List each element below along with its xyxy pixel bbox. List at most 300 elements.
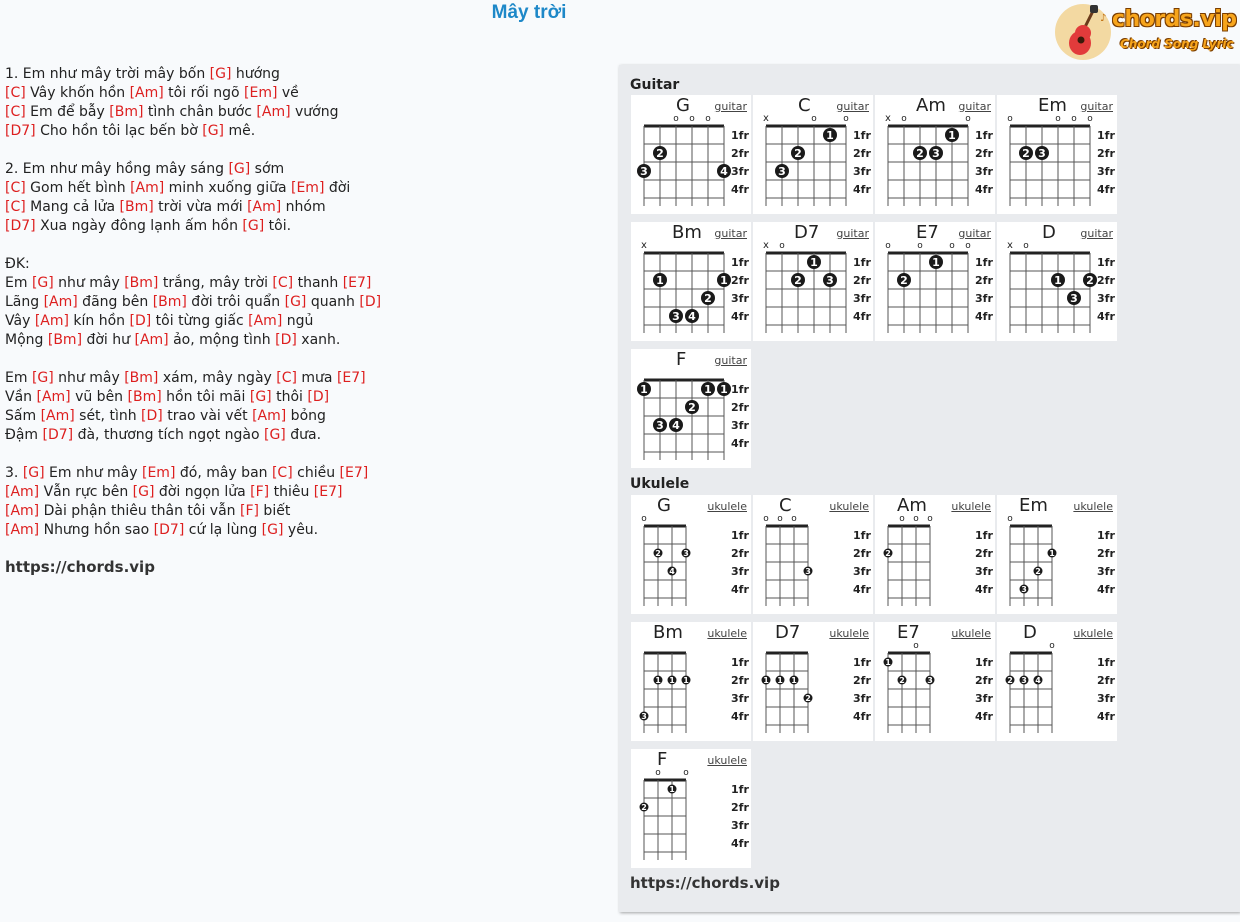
fret-label: 4fr xyxy=(975,583,993,596)
chord-tag[interactable]: [D7] xyxy=(5,218,36,234)
chord-tag[interactable]: [D] xyxy=(129,313,152,329)
finger-number: 2 xyxy=(688,401,696,414)
lyric-line xyxy=(5,502,605,521)
chord-tag[interactable]: [E7] xyxy=(313,484,343,500)
chord-tag[interactable]: [Em] xyxy=(142,465,176,481)
muted-string-mark: x xyxy=(885,113,891,124)
chord-tag[interactable]: [Am] xyxy=(5,484,40,500)
fret-label: 4fr xyxy=(853,583,871,596)
fret-label: 4fr xyxy=(853,183,871,196)
instrument-link[interactable]: guitar xyxy=(1080,100,1113,113)
chord-tag[interactable]: [D7] xyxy=(42,427,74,443)
instrument-link[interactable]: ukulele xyxy=(829,500,869,513)
finger-number: 3 xyxy=(1021,585,1027,594)
lyric-text: trao vài vết xyxy=(162,408,253,424)
finger-number: 1 xyxy=(932,256,940,269)
lyric-line xyxy=(5,84,605,103)
chord-name: C xyxy=(798,95,811,116)
blank-line xyxy=(5,350,605,369)
guitar-chord-card-c[interactable] xyxy=(753,95,873,214)
site-url-link[interactable]: https://chords.vip xyxy=(630,874,780,892)
chord-tag[interactable]: [Am] xyxy=(247,199,282,215)
chord-name: D7 xyxy=(775,622,801,643)
instrument-link[interactable]: ukulele xyxy=(951,500,991,513)
finger-number: 2 xyxy=(704,292,712,305)
lyric-text: Em như mây xyxy=(44,465,142,481)
fret-label: 4fr xyxy=(731,183,749,196)
chord-tag[interactable]: [Am] xyxy=(40,408,75,424)
fret-label: 2fr xyxy=(975,547,993,560)
finger-number: 3 xyxy=(1070,292,1078,305)
lyric-text: đãng bên xyxy=(77,294,153,310)
lyric-text: ngủ xyxy=(282,313,314,329)
guitar-logo-icon xyxy=(1054,3,1114,63)
fret-label: 2fr xyxy=(731,547,749,560)
chord-tag[interactable]: [Em] xyxy=(244,85,278,101)
lyric-text: sét, tình xyxy=(74,408,142,424)
finger-number: 3 xyxy=(656,419,664,432)
lyric-text: Mang cả lửa xyxy=(25,199,120,215)
fret-label: 4fr xyxy=(1097,710,1115,723)
lyric-text: đời trôi quẩn xyxy=(186,294,285,310)
open-string-mark: o xyxy=(683,768,689,778)
chord-tag[interactable]: [C] xyxy=(5,199,26,215)
chord-tag[interactable]: [G] xyxy=(249,389,272,405)
chord-tag[interactable]: [Em] xyxy=(291,180,325,196)
lyric-text: Em xyxy=(5,275,32,291)
lyric-text: tình chân bước xyxy=(143,104,257,120)
fret-label: 4fr xyxy=(853,710,871,723)
ukulele-chord-card-e7[interactable] xyxy=(875,622,995,741)
finger-number: 1 xyxy=(720,383,728,396)
ukulele-section-label: Ukulele xyxy=(630,476,690,492)
chord-tag[interactable]: [D7] xyxy=(153,522,185,538)
ukulele-chord-card-f[interactable] xyxy=(631,749,751,868)
fret-label: 1fr xyxy=(975,256,993,269)
chord-name: E7 xyxy=(897,622,920,643)
fret-label: 2fr xyxy=(731,274,749,287)
fret-label: 2fr xyxy=(853,674,871,687)
finger-number: 3 xyxy=(672,310,680,323)
lyric-text: 2. Em như mây hồng mây sáng xyxy=(5,161,229,177)
fret-label: 3fr xyxy=(731,819,749,832)
chord-tag[interactable]: [Bm] xyxy=(109,104,144,120)
fret-label: 1fr xyxy=(975,129,993,142)
lyric-line xyxy=(5,179,605,198)
lyric-line xyxy=(5,255,605,274)
fret-label: 3fr xyxy=(1097,292,1115,305)
lyric-text: Em xyxy=(5,370,32,386)
fret-label: 3fr xyxy=(975,292,993,305)
fret-label: 4fr xyxy=(731,710,749,723)
fret-label: 1fr xyxy=(731,256,749,269)
fret-label: 2fr xyxy=(853,274,871,287)
instrument-link[interactable]: guitar xyxy=(714,354,747,367)
finger-number: 1 xyxy=(810,256,818,269)
lyric-text: Em để bẫy xyxy=(25,104,110,120)
fret-label: 1fr xyxy=(853,656,871,669)
fret-label: 2fr xyxy=(1097,674,1115,687)
fret-label: 4fr xyxy=(1097,583,1115,596)
finger-number: 3 xyxy=(932,147,940,160)
svg-text:♪: ♪ xyxy=(1100,13,1107,24)
fret-label: 4fr xyxy=(731,583,749,596)
lyric-text: tôi rối ngõ xyxy=(163,85,245,101)
chord-name: Am xyxy=(897,495,927,516)
lyric-text: quanh xyxy=(306,294,360,310)
open-string-mark: o xyxy=(673,114,679,124)
finger-number: 2 xyxy=(1086,274,1094,287)
chord-tag[interactable]: [Am] xyxy=(129,85,164,101)
ukulele-chord-card-c[interactable] xyxy=(753,495,873,614)
chord-tag[interactable]: [C] xyxy=(276,370,297,386)
finger-number: 1 xyxy=(1049,549,1055,558)
chord-tag[interactable]: [E7] xyxy=(336,370,366,386)
chord-tag[interactable]: [C] xyxy=(272,275,294,291)
fret-label: 3fr xyxy=(975,692,993,705)
chord-name: D7 xyxy=(794,222,820,243)
chord-name: E7 xyxy=(916,222,939,243)
fret-label: 2fr xyxy=(853,547,871,560)
chord-tag[interactable]: [D] xyxy=(141,408,163,424)
fret-label: 1fr xyxy=(975,529,993,542)
fret-label: 3fr xyxy=(731,692,749,705)
chord-tag[interactable]: [Am] xyxy=(34,313,69,329)
open-string-mark: o xyxy=(763,514,769,524)
fret-label: 2fr xyxy=(731,147,749,160)
lyric-line xyxy=(5,312,605,331)
fret-label: 1fr xyxy=(975,656,993,669)
chord-name: C xyxy=(779,495,792,516)
lyric-text: sớm xyxy=(250,161,285,177)
chord-name: Bm xyxy=(653,622,683,643)
open-string-mark: o xyxy=(1007,514,1013,524)
chord-tag[interactable]: [D] xyxy=(307,389,330,405)
chord-tag[interactable]: [Bm] xyxy=(47,332,83,348)
lyric-line xyxy=(5,65,605,84)
chord-tag[interactable]: [G] xyxy=(31,275,54,291)
guitar-section-label: Guitar xyxy=(630,77,680,93)
lyric-text: đưa. xyxy=(285,427,322,443)
fret-label: 2fr xyxy=(1097,547,1115,560)
finger-number: 1 xyxy=(826,129,834,142)
fret-label: 2fr xyxy=(731,401,749,414)
finger-number: 4 xyxy=(720,165,728,178)
chord-tag[interactable]: [G] xyxy=(132,484,155,500)
finger-number: 3 xyxy=(641,712,647,721)
open-string-mark: o xyxy=(927,514,933,524)
guitar-chord-card-e7[interactable] xyxy=(875,222,995,341)
fret-label: 3fr xyxy=(853,292,871,305)
fret-label: 3fr xyxy=(1097,165,1115,178)
chord-tag[interactable]: [Bm] xyxy=(124,370,159,386)
instrument-link[interactable]: ukulele xyxy=(707,500,747,513)
chord-tag[interactable]: [Am] xyxy=(130,180,165,196)
open-string-mark: o xyxy=(655,768,661,778)
fret-label: 3fr xyxy=(731,565,749,578)
open-string-mark: o xyxy=(1023,241,1029,251)
fret-label: 2fr xyxy=(731,801,749,814)
finger-number: 1 xyxy=(1054,274,1062,287)
lyrics-block xyxy=(5,65,605,540)
lyric-text: Vây xyxy=(5,313,35,329)
guitar-chord-card-f[interactable] xyxy=(631,349,751,468)
chord-tag[interactable]: [G] xyxy=(242,218,265,234)
guitar-chord-card-g[interactable] xyxy=(631,95,751,214)
chord-name: G xyxy=(657,495,671,516)
finger-number: 1 xyxy=(885,658,891,667)
ukulele-chord-card-g[interactable] xyxy=(631,495,751,614)
muted-string-mark: x xyxy=(763,240,769,251)
lyric-text: mê. xyxy=(224,123,256,139)
logo-tagline: Chord Song Lyric xyxy=(1120,37,1234,51)
ukulele-chord-card-d7[interactable] xyxy=(753,622,873,741)
chord-name: F xyxy=(657,749,668,770)
fret-label: 1fr xyxy=(731,383,749,396)
ukulele-chord-card-d[interactable] xyxy=(997,622,1117,741)
lyric-line xyxy=(5,160,605,179)
lyric-text: Cho hồn tôi lạc bến bờ xyxy=(35,123,203,139)
chord-tag[interactable]: [Am] xyxy=(134,332,169,348)
open-string-mark: o xyxy=(1055,114,1061,124)
lyric-text: đời ngọn lửa xyxy=(154,484,251,500)
finger-number: 1 xyxy=(683,676,689,685)
instrument-link[interactable]: ukulele xyxy=(1073,500,1113,513)
finger-number: 3 xyxy=(683,549,689,558)
lyric-text: hồn tôi mãi xyxy=(161,389,250,405)
chord-name: Am xyxy=(916,95,946,116)
lyric-text: Mộng xyxy=(5,332,48,348)
lyric-text: bỏng xyxy=(286,408,326,424)
muted-string-mark: x xyxy=(641,240,647,251)
finger-number: 1 xyxy=(640,383,648,396)
lyric-line xyxy=(5,483,605,502)
fret-label: 4fr xyxy=(853,310,871,323)
chord-tag[interactable]: [F] xyxy=(240,503,259,519)
chord-tag[interactable]: [E7] xyxy=(342,275,372,291)
instrument-link[interactable]: guitar xyxy=(714,227,747,240)
fret-label: 1fr xyxy=(731,656,749,669)
lyric-text: ảo, mộng tình xyxy=(168,332,276,348)
chord-tag[interactable]: [G] xyxy=(261,522,284,538)
chord-tag[interactable]: [E7] xyxy=(339,465,369,481)
chord-name: D xyxy=(1042,222,1056,243)
open-string-mark: o xyxy=(843,114,849,124)
finger-number: 2 xyxy=(805,694,811,703)
finger-number: 4 xyxy=(1035,676,1041,685)
fret-label: 1fr xyxy=(853,129,871,142)
lyric-text: xanh. xyxy=(296,332,341,348)
chord-tag[interactable]: [Am] xyxy=(36,389,71,405)
chord-name: G xyxy=(676,95,690,116)
lyric-line xyxy=(5,521,605,540)
lyric-text: Xua ngày đông lạnh ấm hồn xyxy=(35,218,243,234)
guitar-chord-card-em[interactable] xyxy=(997,95,1117,214)
lyric-line xyxy=(5,293,605,312)
ukulele-chord-card-em[interactable] xyxy=(997,495,1117,614)
instrument-link[interactable]: ukulele xyxy=(707,754,747,767)
lyric-text: Vần xyxy=(5,389,37,405)
chord-tag[interactable]: [D7] xyxy=(5,123,36,139)
lyric-line xyxy=(5,331,605,350)
chord-tag[interactable]: [D] xyxy=(359,294,382,310)
open-string-mark: o xyxy=(705,114,711,124)
fret-label: 1fr xyxy=(1097,129,1115,142)
instrument-link[interactable]: guitar xyxy=(836,227,869,240)
lyric-line xyxy=(5,122,605,141)
lyric-text: Sấm xyxy=(5,408,41,424)
chord-tag[interactable]: [Am] xyxy=(5,503,40,519)
fret-label: 3fr xyxy=(1097,692,1115,705)
lyric-text: thanh xyxy=(293,275,343,291)
finger-number: 2 xyxy=(641,803,647,812)
open-string-mark: o xyxy=(965,114,971,124)
finger-number: 2 xyxy=(885,549,891,558)
lyric-text: chiều xyxy=(292,465,340,481)
chord-tag[interactable]: [Bm] xyxy=(124,275,159,291)
chord-tag[interactable]: [Am] xyxy=(43,294,78,310)
finger-number: 3 xyxy=(640,165,648,178)
finger-number: 1 xyxy=(763,676,769,685)
lyric-text: thiêu xyxy=(269,484,314,500)
chord-tag[interactable]: [Bm] xyxy=(119,199,154,215)
finger-number: 2 xyxy=(1035,567,1041,576)
finger-number: 1 xyxy=(777,676,783,685)
chord-tag[interactable]: [Bm] xyxy=(127,389,162,405)
finger-number: 3 xyxy=(826,274,834,287)
instrument-link[interactable]: ukulele xyxy=(951,627,991,640)
lyric-text: đời hư xyxy=(82,332,135,348)
open-string-mark: o xyxy=(1049,641,1055,651)
lyric-text: Lãng xyxy=(5,294,44,310)
lyric-text: vũ bên xyxy=(70,389,128,405)
fret-label: 1fr xyxy=(853,529,871,542)
fret-label: 1fr xyxy=(1097,529,1115,542)
lyric-text: 3. xyxy=(5,465,23,481)
ukulele-chord-card-am[interactable] xyxy=(875,495,995,614)
lyric-text: tôi từng giấc xyxy=(151,313,249,329)
lyric-line xyxy=(5,388,605,407)
instrument-link[interactable]: guitar xyxy=(958,227,991,240)
instrument-link[interactable]: guitar xyxy=(1080,227,1113,240)
guitar-chord-card-d[interactable] xyxy=(997,222,1117,341)
chord-tag[interactable]: [Bm] xyxy=(152,294,187,310)
fret-label: 3fr xyxy=(731,419,749,432)
chord-tag[interactable]: [G] xyxy=(31,370,54,386)
chord-tag[interactable]: [C] xyxy=(5,85,26,101)
chord-tag[interactable]: [Am] xyxy=(256,104,291,120)
lyric-line xyxy=(5,103,605,122)
open-string-mark: o xyxy=(917,241,923,251)
instrument-link[interactable]: guitar xyxy=(836,100,869,113)
instrument-link[interactable]: ukulele xyxy=(707,627,747,640)
fret-label: 3fr xyxy=(731,165,749,178)
chord-tag[interactable]: [G] xyxy=(228,161,251,177)
fret-label: 4fr xyxy=(975,710,993,723)
guitar-chord-card-d7[interactable] xyxy=(753,222,873,341)
chord-tag[interactable]: [G] xyxy=(264,427,286,443)
chord-tag[interactable]: [F] xyxy=(250,484,270,500)
lyric-text: cứ lạ lùng xyxy=(184,522,262,538)
muted-string-mark: x xyxy=(1007,240,1013,251)
chord-tag[interactable]: [G] xyxy=(284,294,307,310)
finger-number: 4 xyxy=(688,310,696,323)
chord-tag[interactable]: [Am] xyxy=(248,313,283,329)
lyric-text: Dài phận thiêu thân tôi vẫn xyxy=(39,503,240,519)
instrument-link[interactable]: guitar xyxy=(714,100,747,113)
lyric-text: yêu. xyxy=(283,522,319,538)
muted-string-mark: x xyxy=(763,113,769,124)
chord-tag[interactable]: [Am] xyxy=(5,522,40,538)
fret-label: 3fr xyxy=(1097,565,1115,578)
lyric-text: ĐK: xyxy=(5,256,30,272)
fret-label: 2fr xyxy=(731,674,749,687)
guitar-chord-card-am[interactable] xyxy=(875,95,995,214)
finger-number: 1 xyxy=(720,274,728,287)
chord-tag[interactable]: [C] xyxy=(5,104,26,120)
ukulele-chord-card-bm[interactable] xyxy=(631,622,751,741)
fret-label: 1fr xyxy=(731,529,749,542)
lyric-line xyxy=(5,217,605,236)
chord-name: Em xyxy=(1019,495,1048,516)
chord-tag[interactable]: [C] xyxy=(271,465,293,481)
lyric-text: Gom hết bình xyxy=(25,180,131,196)
fret-label: 2fr xyxy=(975,147,993,160)
chord-tag[interactable]: [G] xyxy=(209,66,232,82)
instrument-link[interactable]: ukulele xyxy=(829,627,869,640)
open-string-mark: o xyxy=(811,114,817,124)
lyric-text: hướng xyxy=(231,66,280,82)
guitar-chord-card-bm[interactable] xyxy=(631,222,751,341)
chord-tag[interactable]: [G] xyxy=(202,123,225,139)
lyric-text: minh xuống giữa xyxy=(164,180,291,196)
site-logo[interactable] xyxy=(1054,3,1240,63)
site-url-link[interactable]: https://chords.vip xyxy=(5,558,155,576)
lyric-text: trắng, mây trời xyxy=(158,275,273,291)
finger-number: 3 xyxy=(927,676,933,685)
fret-label: 2fr xyxy=(1097,274,1115,287)
finger-number: 1 xyxy=(948,129,956,142)
chord-tag[interactable]: [G] xyxy=(22,465,45,481)
open-string-mark: o xyxy=(777,514,783,524)
chord-tag[interactable]: [Am] xyxy=(252,408,287,424)
open-string-mark: o xyxy=(791,514,797,524)
lyric-text: vướng xyxy=(290,104,339,120)
finger-number: 2 xyxy=(655,549,661,558)
open-string-mark: o xyxy=(641,514,647,524)
lyric-text: đà, thương tích ngọt ngào xyxy=(73,427,264,443)
lyric-line xyxy=(5,198,605,217)
chord-tag[interactable]: [C] xyxy=(5,180,26,196)
lyric-line xyxy=(5,426,605,445)
lyric-text: biết xyxy=(258,503,291,519)
fret-label: 3fr xyxy=(975,565,993,578)
chord-tag[interactable]: [D] xyxy=(275,332,297,348)
instrument-link[interactable]: ukulele xyxy=(1073,627,1113,640)
lyric-text: Vây khốn hồn xyxy=(25,85,130,101)
lyric-text: kín hồn xyxy=(68,313,130,329)
fret-label: 3fr xyxy=(853,692,871,705)
blank-line xyxy=(5,236,605,255)
finger-number: 2 xyxy=(1022,147,1030,160)
instrument-link[interactable]: guitar xyxy=(958,100,991,113)
finger-number: 2 xyxy=(794,147,802,160)
finger-number: 1 xyxy=(704,383,712,396)
fret-label: 4fr xyxy=(975,183,993,196)
lyric-text: Nhưng hồn sao xyxy=(39,522,154,538)
open-string-mark: o xyxy=(1071,114,1077,124)
finger-number: 2 xyxy=(916,147,924,160)
